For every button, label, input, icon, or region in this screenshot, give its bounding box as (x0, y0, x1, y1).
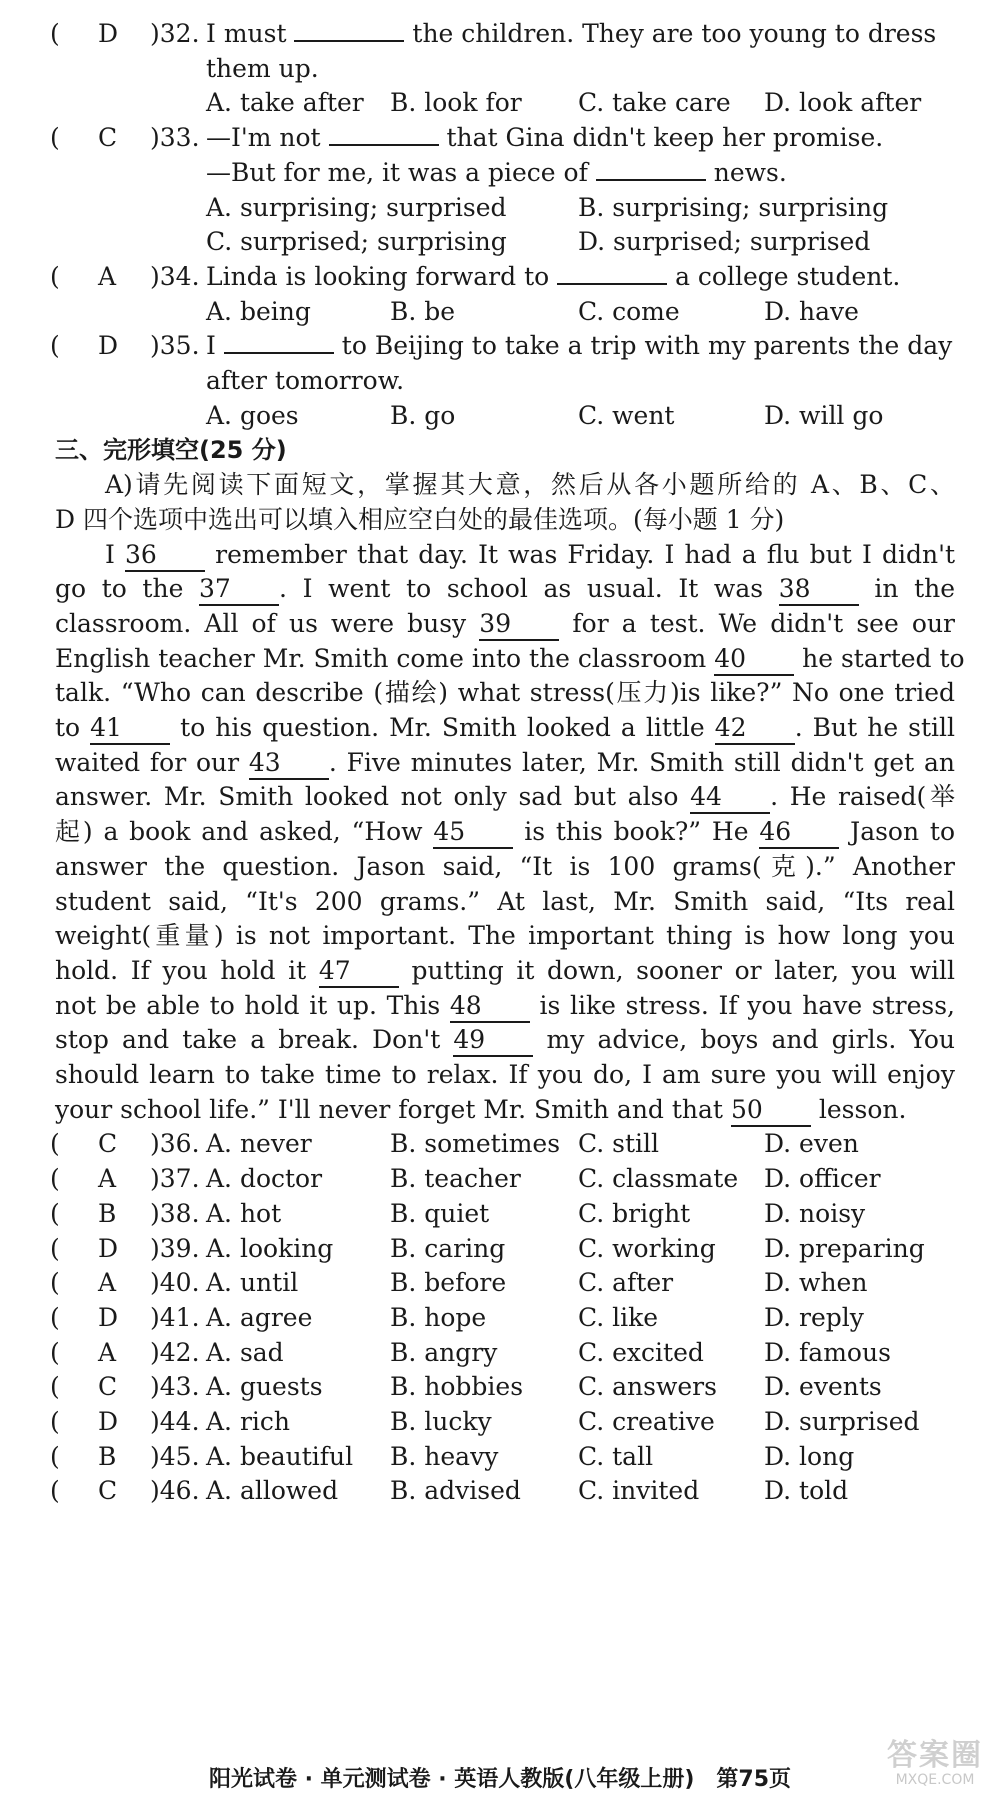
passage-line: classroom. All of us were busy 39 for a test. We didn't see our (55, 604, 955, 644)
question-number: )35. (150, 331, 200, 361)
cloze-blank: 46 (759, 817, 839, 849)
answer-paren-open: ( (50, 1476, 60, 1506)
answer-letter: A (98, 1337, 117, 1367)
answer-paren-open: ( (50, 1233, 60, 1263)
question-number: )46. (150, 1476, 200, 1506)
question-text: Linda is looking forward to a college student. (206, 257, 900, 297)
cloze-blank: 43 (249, 748, 329, 780)
cloze-blank: 36 (125, 540, 205, 572)
answer-letter: D (98, 1233, 119, 1263)
question-number: )37. (150, 1164, 200, 1194)
option: D. events (764, 1372, 882, 1402)
option: B. look for (390, 88, 522, 118)
question-number: )38. (150, 1198, 200, 1228)
option: C. working (578, 1233, 716, 1263)
option: A. sad (206, 1337, 284, 1367)
option: B. surprising; surprising (578, 192, 889, 222)
option: B. angry (390, 1337, 498, 1367)
option: C. still (578, 1129, 659, 1159)
option: D. surprised; surprised (578, 227, 871, 257)
watermark (880, 1740, 990, 1800)
passage-line: go to the 37 . I went to school as usual. It was 38 in the (55, 569, 955, 609)
question-number: )39. (150, 1233, 200, 1263)
page-footer: 阳光试卷 · 单元测试卷 · 英语人教版(八年级上册) 第75页 (208, 1767, 792, 1792)
option: C. tall (578, 1441, 654, 1471)
question-text: I to Beijing to take a trip with my parents the day (206, 326, 952, 366)
option: A. looking (206, 1233, 334, 1263)
question-number: )40. (150, 1268, 200, 1298)
answer-blank (329, 118, 439, 146)
option: A. rich (206, 1407, 290, 1436)
answer-blank (596, 153, 706, 181)
passage-line: I 36 remember that day. It was Friday. I had a flu but I didn't (55, 535, 955, 575)
answer-letter: C (98, 1372, 118, 1402)
question-number: )41. (150, 1302, 200, 1332)
answer-letter: D (98, 331, 119, 361)
answer-letter: B (98, 1198, 117, 1228)
answer-letter: D (98, 1302, 119, 1332)
question-reply: —But for me, it was a piece of news. (206, 153, 787, 193)
passage-line: student said, “It's 200 grams.” At last, Mr. Smith said, “Its real (55, 886, 955, 916)
option: A. guests (206, 1372, 323, 1402)
option: A. surprising; surprised (206, 192, 507, 222)
answer-paren-open: ( (50, 1372, 60, 1402)
option: D. will go (764, 400, 884, 430)
answer-letter: C (98, 123, 118, 153)
answer-letter: D (98, 1407, 119, 1436)
section-instructions: D 四个选项中选出可以填入相应空白处的最佳选项。(每小题 1 分) (55, 504, 785, 534)
answer-blank (224, 326, 334, 354)
answer-letter: A (98, 1268, 117, 1298)
answer-paren-open: ( (50, 1337, 60, 1367)
passage-line: answer the question. Jason said, “It is 100 grams(克).” Another (55, 851, 955, 881)
option: A. doctor (206, 1164, 323, 1194)
question-number: )42. (150, 1337, 200, 1367)
watermark-logo: 答案圈 (887, 1738, 983, 1773)
cloze-blank: 49 (453, 1025, 533, 1057)
option: B. sometimes (390, 1129, 561, 1159)
passage-line: not be able to hold it up. This 48 is like stress. If you have stress, (55, 986, 955, 1026)
question-number: )36. (150, 1129, 200, 1159)
option: C. answers (578, 1372, 717, 1402)
cloze-blank: 42 (715, 713, 795, 745)
option: C. come (578, 296, 680, 326)
question-continuation: them up. (206, 53, 319, 83)
option: C. invited (578, 1476, 700, 1506)
option: D. noisy (764, 1198, 866, 1228)
cloze-blank: 38 (779, 574, 859, 606)
option: C. surprised; surprising (206, 227, 507, 257)
option: B. caring (390, 1233, 506, 1263)
option: C. bright (578, 1198, 691, 1228)
passage-line: should learn to take time to relax. If you do, I am sure you will enjoy (55, 1060, 955, 1089)
answer-paren-open: ( (50, 1302, 60, 1332)
answer-paren-open: ( (50, 123, 60, 153)
passage-line: talk. “Who can describe (描绘) what stress(压力)is like?” No one tried (55, 678, 955, 708)
answer-letter: A (98, 261, 117, 291)
cloze-blank: 40 (714, 644, 794, 676)
section-title: 三、完形填空(25 分) (55, 436, 287, 465)
option: A. take after (206, 88, 364, 118)
section-instructions: A)请先阅读下面短文，掌握其大意，然后从各小题所给的 A、B、C、 (105, 470, 955, 500)
answer-paren-open: ( (50, 1268, 60, 1298)
passage-line: English teacher Mr. Smith come into the classroom 40 he started to (55, 639, 955, 679)
question-number: )43. (150, 1372, 200, 1402)
answer-paren-open: ( (50, 331, 60, 361)
passage-line: weight(重量) is not important. The important thing is how long you (55, 921, 955, 951)
cloze-blank: 47 (319, 956, 399, 988)
option: A. never (206, 1129, 312, 1159)
option: D. have (764, 296, 859, 326)
option: B. advised (390, 1476, 521, 1506)
option: C. excited (578, 1337, 704, 1367)
passage-line: to 41 to his question. Mr. Smith looked a little 42 . But he still (55, 708, 955, 748)
question-number: )45. (150, 1441, 200, 1471)
passage-line: 起) a book and asked, “How 45 is this book?” He 46 Jason to (55, 812, 955, 852)
question-number: )33. (150, 123, 200, 153)
answer-letter: A (98, 1164, 117, 1194)
cloze-blank: 48 (450, 991, 530, 1023)
option: D. long (764, 1441, 855, 1471)
question-number: )44. (150, 1407, 200, 1436)
answer-paren-open: ( (50, 1164, 60, 1194)
passage-line: hold. If you hold it 47 putting it down, sooner or later, you will (55, 951, 955, 991)
option: C. take care (578, 88, 731, 118)
option: D. look after (764, 88, 922, 118)
option: D. even (764, 1129, 859, 1159)
option: B. before (390, 1268, 507, 1298)
passage-line: answer. Mr. Smith looked not only sad but also 44 . He raised(举 (55, 777, 955, 817)
text-line (0, 1471, 1000, 1511)
answer-paren-open: ( (50, 1129, 60, 1159)
answer-paren-open: ( (50, 1407, 60, 1436)
option: B. lucky (390, 1407, 492, 1436)
option: C. creative (578, 1407, 715, 1436)
question-number: )34. (150, 261, 200, 291)
answer-blank (557, 257, 667, 285)
option: B. hobbies (390, 1372, 524, 1402)
option: A. hot (206, 1198, 282, 1228)
option: D. famous (764, 1337, 891, 1367)
cloze-blank: 39 (479, 609, 559, 641)
option: C. after (578, 1268, 674, 1298)
cloze-blank: 45 (433, 817, 513, 849)
option: A. allowed (206, 1476, 339, 1506)
option: A. agree (206, 1302, 313, 1332)
option: D. preparing (764, 1233, 925, 1263)
option: D. when (764, 1268, 868, 1298)
option: A. beautiful (206, 1441, 354, 1471)
answer-paren-open: ( (50, 19, 60, 48)
question-text: I must the children. They are too young to dress (206, 14, 936, 54)
option: A. being (206, 296, 311, 326)
answer-letter: B (98, 1441, 117, 1471)
passage-line: your school life.” I'll never forget Mr. Smith and that 50 lesson. (55, 1090, 955, 1130)
option: C. like (578, 1302, 659, 1332)
option: B. go (390, 400, 456, 430)
option: B. heavy (390, 1441, 499, 1471)
answer-paren-open: ( (50, 261, 60, 291)
option: D. officer (764, 1164, 881, 1194)
option: C. classmate (578, 1164, 739, 1194)
option: A. until (206, 1268, 299, 1298)
cloze-blank: 50 (731, 1095, 811, 1127)
answer-letter: C (98, 1129, 118, 1159)
cloze-blank: 41 (90, 713, 170, 745)
answer-blank (294, 14, 404, 42)
question-text: —I'm not that Gina didn't keep her promise. (206, 118, 883, 158)
option: A. goes (206, 400, 299, 430)
option: B. hope (390, 1302, 487, 1332)
answer-paren-open: ( (50, 1441, 60, 1471)
question-number: )32. (150, 19, 200, 48)
passage-line: stop and take a break. Don't 49 my advice, boys and girls. You (55, 1020, 955, 1060)
option: D. reply (764, 1302, 864, 1332)
cloze-blank: 37 (199, 574, 279, 606)
option: D. surprised (764, 1407, 920, 1436)
cloze-blank: 44 (690, 782, 770, 814)
passage-line: waited for our 43 . Five minutes later, Mr. Smith still didn't get an (55, 743, 955, 783)
answer-letter: C (98, 1476, 118, 1506)
answer-paren-open: ( (50, 1198, 60, 1228)
watermark-url: MXQE.COM (895, 1772, 975, 1788)
question-continuation: after tomorrow. (206, 366, 405, 395)
option: B. be (390, 296, 456, 326)
answer-letter: D (98, 19, 119, 48)
option: C. went (578, 400, 675, 430)
option: B. teacher (390, 1164, 521, 1194)
option: D. told (764, 1476, 849, 1506)
option: B. quiet (390, 1198, 490, 1228)
